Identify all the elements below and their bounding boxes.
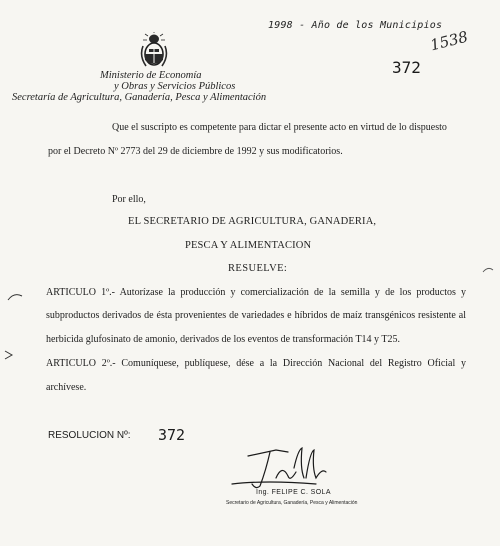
signatory-name: Ing. FELIPE C. SOLA: [256, 489, 331, 496]
article-2-line-2: archívese.: [46, 382, 87, 393]
secretariat-name: Secretaría de Agricultura, Ganadería, Pesca y Alimentación: [12, 92, 267, 103]
secretary-heading-line-1: EL SECRETARIO DE AGRICULTURA, GANADERIA,: [128, 216, 377, 227]
margin-mark: [2, 348, 16, 362]
margin-mark: [6, 290, 24, 304]
national-coat-of-arms-icon: [139, 32, 169, 70]
resolution-number: 372: [158, 426, 186, 444]
resolution-label: RESOLUCION Nº:: [48, 430, 131, 441]
por-ello: Por ello,: [112, 194, 146, 205]
margin-mark: [481, 262, 495, 276]
article-1-line-1: ARTICULO 1º.- Autorízase la producción y comercialización de la semilla y de los productos y: [46, 287, 466, 298]
article-1-line-2: subproductos derivados de ésta provenientes de variedades e híbridos de maíz transgénicos resistente al: [46, 310, 466, 321]
stamp-number: 372: [392, 58, 421, 77]
article-1-line-3: herbicida glufosinato de amonio, derivados de los eventos de transformación T14 y T25.: [46, 334, 400, 345]
ministry-subtitle: y Obras y Servicios Públicos: [114, 81, 236, 92]
signatory-title: Secretario de Agricultura, Ganadería, Pesca y Alimentación: [226, 500, 358, 506]
secretary-heading-line-2: PESCA Y ALIMENTACION: [185, 240, 312, 251]
ministry-name: Ministerio de Economía: [100, 70, 202, 81]
considerando-line-1: Que el suscripto es competente para dictar el presente acto en virtud de lo dispuesto: [112, 122, 447, 133]
resuelve-heading: RESUELVE:: [228, 263, 288, 274]
year-motto: 1998 - Año de los Municipios: [268, 20, 443, 31]
considerando-line-2: por el Decreto Nº 2773 del 29 de diciembre de 1992 y sus modificatorios.: [48, 146, 343, 157]
article-2-line-1: ARTICULO 2º.- Comuníquese, publíquese, dése a la Dirección Nacional del Registro Oficial y: [46, 358, 466, 369]
handwritten-folio-number: 1538: [428, 27, 470, 55]
